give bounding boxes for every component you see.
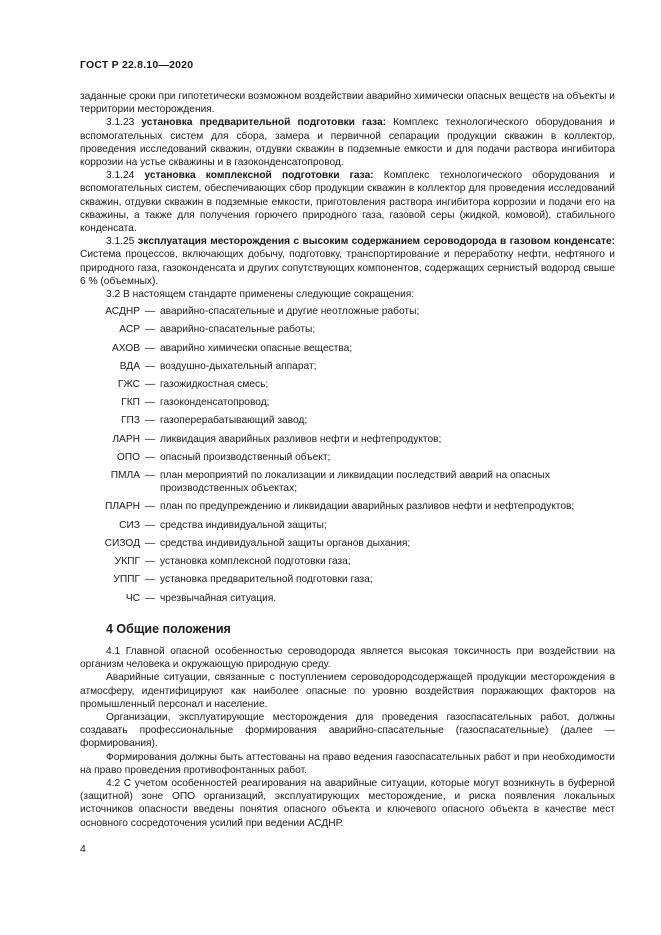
abbreviation-description: газоперерабатывающий завод; [160,415,308,427]
definition-text: Комплекс технологического оборудования и вспомогательных систем для сбора, замера и первичной сепарации продукции скважин в коллектор, проведения исследований скважин, отдувки скважин в подземные емкости и для подачи раствора ингибитора коррозии на устье скважины и в газоконденсатопровод. [80,117,615,169]
abbreviation-description: аварийно-спасательные и другие неотложные работы; [160,306,420,318]
abbreviation-code: ПМЛА [110,470,140,482]
definition-number: 3.1.24 [106,170,135,182]
definition-term: установка комплексной подготовки газа: [144,170,374,182]
abbreviations-intro: 3.2 В настоящем стандарте применены следующие сокращения: [106,289,415,301]
abbreviation-row [80,378,615,391]
dash: — [144,415,156,427]
abbreviation-row [80,500,615,513]
abbreviation-row [80,323,615,336]
abbreviation-description: воздушно-дыхательный аппарат; [160,360,317,372]
abbreviation-description: аварийно-спасательные работы; [160,324,316,336]
intro-paragraph: заданные сроки при гипотетически возможном воздействии аварийно химически опасных веществ на объекты и территории месторождения. [80,91,615,116]
section-paragraph: 4.1 Главной опасной особенностью сероводорода является высокая токсичность при воздействии на организм человека и окружающую природную среду. [80,645,615,671]
abbreviation-code: УКПГ [114,556,140,568]
abbreviation-row [80,592,615,605]
abbreviation-row [80,305,615,318]
dash: — [144,360,156,372]
section-heading: 4 Общие положения [106,621,231,636]
abbreviation-code: ОПО [116,451,140,463]
dash: — [144,324,156,336]
abbreviation-description: чрезвычайная ситуация. [160,592,277,604]
abbreviation-code: УППГ [113,574,140,586]
abbreviation-row [80,469,615,495]
dash: — [144,379,156,391]
section-paragraph: Организации, эксплуатирующие месторождения для проведения газоспасательных работ, должны создавать профессиональные формирования аварийно-спасательные (газоспасательные) (далее — формирования). [80,711,615,750]
document-header: ГОСТ Р 22.8.10—2020 [80,59,194,71]
abbreviation-row [80,537,615,550]
section-paragraph: Аварийные ситуации, связанные с поступлением сероводородсодержащей продукции месторождения в атмосферу, идентифицируют как наиболее опасные по уровню воздействия поражающих факторов на промышленный персонал и население. [80,672,615,710]
section-paragraph: 4.2 С учетом особенностей реагирования на аварийные ситуации, которые могут возникнуть в буферной (защитной) зоне ОПО организаций, эксплуатирующих месторождение, и риска появления локальных источников опасности введены понятия опасного объекта и ключевого опасного объекта в качестве мест основного сосредоточения усилий при ведении АСДНР. [80,777,615,829]
abbreviation-code: СИЗОД [104,537,140,549]
abbreviation-description: установка комплексной подготовки газа; [160,556,351,568]
abbreviation-code: ГПЗ [121,415,140,427]
definition-3-1-23 [80,116,615,169]
abbreviation-code: АХОВ [112,342,140,354]
abbreviation-code: АСДНР [105,306,140,318]
abbreviation-description: средства индивидуальной защиты органов дыхания; [160,537,411,549]
abbreviation-description: средства индивидуальной защиты; [160,519,327,531]
abbreviation-code: ГКП [121,397,140,409]
abbreviation-code: АСР [119,324,140,336]
abbreviation-description: газоконденсатопровод; [160,397,270,409]
definition-term: эксплуатация месторождения с высоким содержанием сероводорода в газовом конденсате: [137,236,615,248]
definition-term: установка предварительной подготовки газа: [141,117,387,129]
definition-number: 3.1.23 [106,117,135,129]
abbreviation-list [80,305,615,604]
abbreviation-row [80,555,615,568]
definition-text: Система процессов, включающих добычу, подготовку, транспортирование и переработку нефти, нефтяного и природного газа, газоконденсата и других сопутствующих компонентов, содержащих сернистый водород свыше 6 % (объемных). [80,249,615,287]
abbreviation-description: опасный производственный объект; [160,451,331,463]
dash: — [144,397,156,409]
definition-text: Комплекс технологического оборудования и вспомогательных систем, обеспечивающих сбор продукции скважин в коллектор для проведения исследований скважин, отдувки скважин в подземные емкости, приготовления раствора ингибитора коррозии и подачи его на скважины, а также для получения горючего природного газа, газовой серы (жидкой, комовой), стабильного конденсата. [80,170,615,235]
dash: — [144,537,156,549]
dash: — [144,556,156,568]
abbreviation-code: СИЗ [119,519,140,531]
abbreviation-code: ВДА [119,360,140,372]
abbreviation-description: план мероприятий по локализации и ликвидации последствий аварий на опасных производственных объектах; [160,470,550,495]
abbreviation-code: ЧС [125,592,140,604]
dash: — [144,433,156,445]
dash: — [144,501,156,513]
abbreviation-code: ПЛАРН [105,501,140,513]
dash: — [144,574,156,586]
dash: — [144,592,156,604]
abbreviation-row [80,396,615,409]
dash: — [144,470,156,482]
page-number: 4 [80,843,86,855]
definition-3-1-24 [80,169,615,235]
definition-number: 3.1.25 [106,236,135,248]
abbreviation-row [80,414,615,427]
abbreviation-code: ГЖС [117,379,140,391]
abbreviation-row [80,360,615,373]
abbreviation-code: ЛАРН [112,433,140,445]
definition-3-1-25 [80,235,615,288]
abbreviation-row [80,451,615,464]
abbreviation-row [80,433,615,446]
abbreviation-description: аварийно химически опасные вещества; [160,342,353,354]
page-body [80,90,615,830]
dash: — [144,342,156,354]
abbreviation-description: ликвидация аварийных разливов нефти и нефтепродуктов; [160,433,442,445]
section-paragraph: Формирования должны быть аттестованы на право ведения газоспасательных работ и при необходимости на право проведения противофонтанных работ. [80,751,615,776]
dash: — [144,451,156,463]
abbreviation-row [80,342,615,355]
abbreviation-description: газожидкостная смесь; [160,379,269,391]
dash: — [144,519,156,531]
abbreviation-description: план по предупреждению и ликвидации аварийных разливов нефти и нефтепродуктов; [160,501,575,513]
abbreviation-row [80,573,615,586]
abbreviation-row [80,519,615,532]
dash: — [144,306,156,318]
abbreviation-description: установка предварительной подготовки газа; [160,574,373,586]
